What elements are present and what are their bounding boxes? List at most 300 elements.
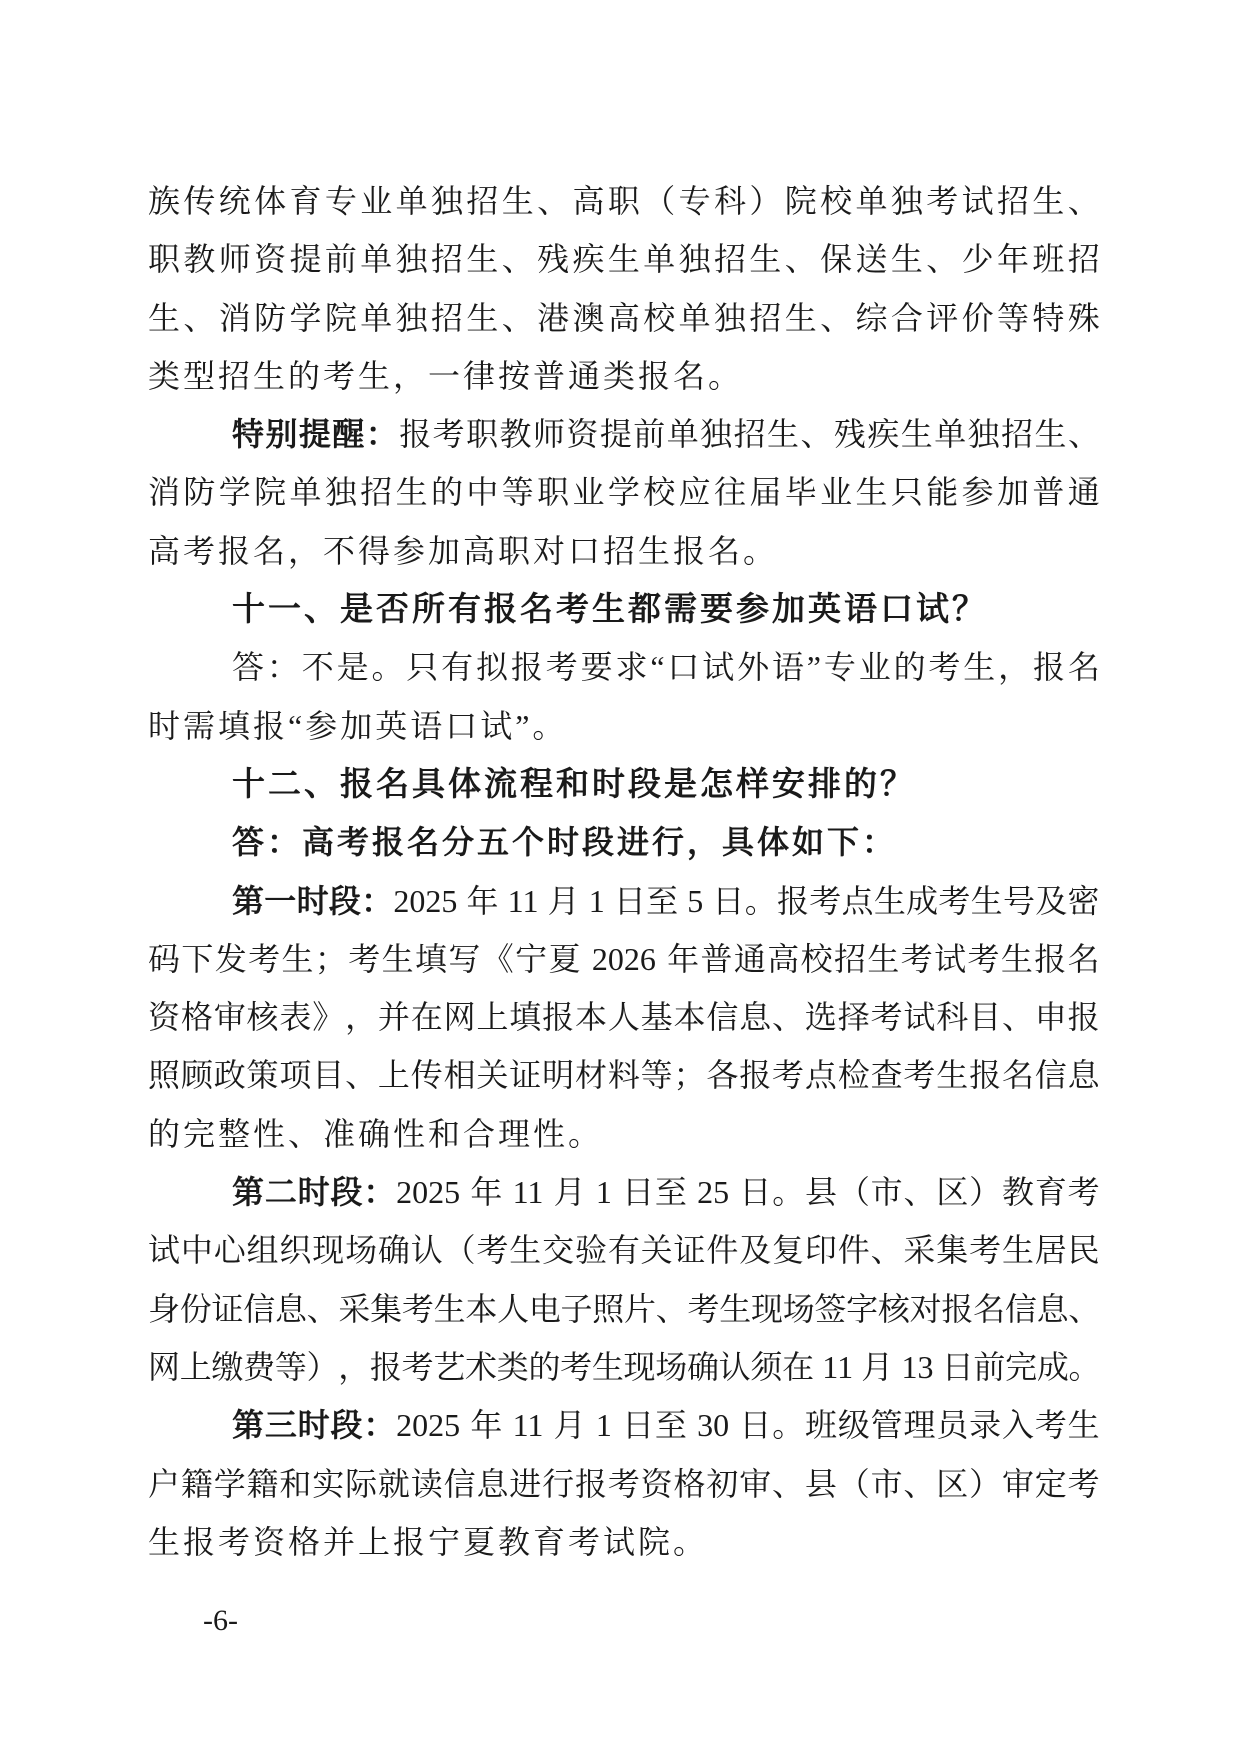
text-token: 信: [706, 999, 739, 1036]
text-token: 行: [542, 1465, 575, 1502]
text-token: 区: [936, 1465, 969, 1502]
text-token: 报: [1067, 999, 1100, 1036]
text-token: 报: [1033, 649, 1066, 686]
text-line: [148, 930, 1100, 988]
text-token: 报: [969, 1057, 1002, 1094]
text-token: [814, 1338, 823, 1396]
text-token: 学: [289, 299, 322, 336]
text-token: 生: [148, 299, 181, 336]
text-token: 息: [739, 999, 772, 1036]
text-token: 考: [926, 183, 959, 219]
text-token: ，: [338, 1348, 371, 1385]
text-token: 本: [465, 1290, 498, 1327]
text-token: 《: [481, 940, 514, 977]
document-body: [148, 172, 1100, 1571]
text-line: [148, 872, 1100, 930]
text-token: 育: [1034, 1174, 1067, 1211]
text-token: 、: [903, 1465, 936, 1502]
text-token: [499, 872, 508, 930]
text-token: 现: [312, 1232, 345, 1269]
text-token: 》: [312, 999, 345, 1036]
text-token: 生: [1000, 940, 1033, 977]
text-token: 、: [926, 241, 959, 278]
text-line: [148, 347, 1100, 405]
text-token: ）: [749, 183, 782, 219]
text-token: [539, 872, 548, 930]
text-token: 资: [254, 241, 287, 278]
text-token: 日: [712, 882, 745, 919]
text-token: 生: [963, 649, 996, 686]
text-line: [148, 1105, 1100, 1163]
text-token: 2026: [591, 940, 656, 977]
text-token: 集: [936, 1232, 969, 1269]
text-token: 防: [254, 299, 287, 336]
text-token: 高: [572, 183, 605, 219]
text-token: 职: [148, 241, 181, 278]
text-token: 初: [706, 1465, 739, 1502]
text-token: 师: [532, 416, 565, 453]
text-token: 25: [697, 1174, 730, 1211]
text-token: 、: [1067, 416, 1100, 453]
text-line: [148, 697, 1100, 755]
text-token: 价: [961, 299, 994, 336]
text-token: 港: [537, 299, 570, 336]
text-token: [613, 1396, 622, 1454]
text-line: [148, 1396, 1100, 1454]
text-token: 织: [279, 1232, 312, 1269]
text-token: 。: [772, 1174, 805, 1211]
text-token: 证: [509, 1057, 542, 1094]
text-token: 信: [1004, 1290, 1037, 1327]
text-token: 片: [624, 1290, 657, 1327]
text-token: 报: [542, 999, 575, 1036]
text-token: 科: [714, 183, 747, 219]
text-token: 格: [673, 1465, 706, 1502]
text-token: [853, 1338, 862, 1396]
text-token: 考: [687, 1290, 720, 1327]
text-token: 单: [289, 474, 322, 511]
text-line: [148, 988, 1100, 1046]
text-token: 生: [719, 1290, 752, 1327]
text-token: 考: [903, 1057, 936, 1094]
text-token: 复: [772, 1232, 805, 1269]
text-token: 独: [714, 299, 747, 336]
text-token: 独: [395, 299, 428, 336]
text-token: 专: [823, 649, 856, 686]
text-line: [148, 522, 1100, 580]
text-token: 人: [497, 1290, 530, 1327]
text-token: 采: [338, 1290, 371, 1327]
text-token: 段: [330, 1407, 363, 1444]
text-token: [544, 1163, 553, 1221]
text-token: 份: [179, 1290, 212, 1327]
text-line: [148, 1280, 1100, 1338]
text-token: 11: [507, 882, 539, 919]
text-token: 印: [804, 1232, 837, 1269]
text-token: 生: [970, 882, 1003, 919]
text-token: 科: [936, 999, 969, 1036]
text-token: 职: [537, 474, 570, 511]
text-token: 至: [654, 1174, 687, 1211]
text-token: 前: [633, 416, 666, 453]
text-token: 招: [1067, 241, 1100, 278]
text-token: 料: [607, 1057, 640, 1094]
text-token: （: [443, 1232, 476, 1269]
text-token: 号: [1002, 882, 1035, 919]
text-token: 考: [1067, 1174, 1100, 1211]
text-token: 考: [900, 940, 933, 977]
text-token: 、: [772, 999, 805, 1036]
text-token: 评: [926, 299, 959, 336]
text-token: 就: [377, 1465, 410, 1502]
text-token: 拟: [476, 649, 509, 686]
text-token: 11: [822, 1348, 854, 1385]
text-token: 生: [1067, 1407, 1100, 1444]
text-token: 生: [607, 241, 640, 278]
text-token: [461, 1396, 470, 1454]
text-token: 院: [254, 474, 287, 511]
text-token: 息: [1067, 1057, 1100, 1094]
text-token: 网: [148, 1348, 181, 1385]
text-token: 等: [640, 1057, 673, 1094]
text-token: 件: [706, 1232, 739, 1269]
text-token: [678, 872, 687, 930]
text-token: 证: [211, 1290, 244, 1327]
text-token: 对: [909, 1290, 942, 1327]
text-token: 、: [501, 299, 534, 336]
text-token: 招: [431, 241, 464, 278]
text-token: 防: [183, 474, 216, 511]
text-token: 独: [967, 416, 1000, 453]
text-token: 生: [1034, 416, 1067, 453]
text-token: 生: [591, 1348, 624, 1385]
text-token: 等: [501, 474, 534, 511]
text-token: 保: [820, 241, 853, 278]
text-token: 级: [837, 1407, 870, 1444]
text-token: 籍: [180, 1465, 213, 1502]
text-token: 点: [804, 1057, 837, 1094]
text-token: 试: [903, 999, 936, 1036]
text-token: 信: [1034, 1057, 1067, 1094]
text-token: 至: [654, 1407, 687, 1444]
text-token: 网: [443, 999, 476, 1036]
text-token: 学: [218, 474, 251, 511]
text-token: 考: [607, 1465, 640, 1502]
text-line: [148, 1338, 1100, 1396]
text-token: 日: [941, 1348, 974, 1385]
text-token: 管: [870, 1407, 903, 1444]
text-token: 生: [784, 299, 817, 336]
text-token: 届: [749, 474, 782, 511]
text-token: 报: [941, 1290, 974, 1327]
text-token: 、: [1067, 183, 1100, 219]
text-token: 场: [345, 1232, 378, 1269]
text-token: （: [643, 183, 676, 219]
text-token: 。: [371, 649, 404, 686]
text-token: 生: [433, 1290, 466, 1327]
text-token: 件: [837, 1232, 870, 1269]
text-token: 及: [1035, 882, 1068, 919]
text-line: [148, 638, 1100, 696]
text-line: [148, 289, 1100, 347]
text-token: 至: [646, 882, 679, 919]
text-token: 段: [328, 882, 361, 919]
text-token: ，: [345, 999, 378, 1036]
text-token: 1: [588, 882, 605, 919]
text-token: 县: [805, 1174, 838, 1211]
text-token: 报: [776, 882, 809, 919]
text-token: 别: [265, 416, 298, 453]
text-token: 、: [183, 299, 216, 336]
text-token: 通: [1067, 474, 1100, 511]
text-token: 场: [655, 1348, 688, 1385]
text-token: 及: [739, 1232, 772, 1269]
text-token: 毕: [784, 474, 817, 511]
text-token: 等: [997, 299, 1030, 336]
text-token: ”: [806, 649, 821, 686]
text-token: 生: [466, 299, 499, 336]
text-token: 试: [702, 649, 735, 686]
text-line: [148, 1163, 1100, 1221]
text-token: 名: [973, 1290, 1006, 1327]
text-token: 、: [870, 1232, 903, 1269]
text-segment: 时需填报“参加英语口试”。: [148, 707, 568, 744]
text-token: [586, 1163, 595, 1221]
text-token: 独: [890, 183, 923, 219]
text-token: （: [837, 1174, 870, 1211]
text-token: 定: [1034, 1465, 1067, 1502]
text-token: 招: [466, 183, 499, 219]
text-token: （: [837, 1465, 870, 1502]
text-token: 考: [348, 940, 381, 977]
text-token: 考: [938, 882, 971, 919]
text-token: 疾: [572, 241, 605, 278]
text-token: 读: [410, 1465, 443, 1502]
text-token: 族: [148, 183, 181, 219]
text-segment: 答：高考报名分五个时段进行，具体如下：: [232, 824, 898, 861]
text-token: [688, 1396, 697, 1454]
text-token: 户: [148, 1465, 181, 1502]
text-token: 的: [893, 649, 926, 686]
text-token: 班: [1032, 241, 1065, 278]
text-token: 证: [673, 1232, 706, 1269]
text-token: 点: [841, 882, 874, 919]
text-token: 二: [264, 1174, 297, 1211]
text-token: 不: [301, 649, 334, 686]
text-token: 报: [574, 1465, 607, 1502]
text-token: [586, 1396, 595, 1454]
text-token: 考: [969, 1232, 1002, 1269]
text-token: 考: [560, 1348, 593, 1385]
text-token: 普: [1032, 474, 1065, 511]
text-token: 理: [903, 1407, 936, 1444]
text-token: 宁: [515, 940, 548, 977]
text-token: 1: [595, 1407, 612, 1444]
text-token: 专: [678, 183, 711, 219]
text-token: 际: [345, 1465, 378, 1502]
text-token: 生: [509, 1232, 542, 1269]
text-token: 资: [640, 1465, 673, 1502]
text-token: 求: [615, 649, 648, 686]
text-token: 消: [148, 474, 181, 511]
text-token: 参: [961, 474, 994, 511]
text-token: 上: [377, 1057, 410, 1094]
text-token: 残: [833, 416, 866, 453]
text-token: 日: [613, 882, 646, 919]
text-token: [933, 1338, 942, 1396]
text-token: 。: [744, 882, 777, 919]
text-token: 各: [706, 1057, 739, 1094]
text-token: 校: [820, 183, 853, 219]
text-token: 交: [542, 1232, 575, 1269]
text-token: 第: [232, 1174, 265, 1211]
text-token: 写: [448, 940, 481, 977]
text-token: 月: [553, 1407, 586, 1444]
text-token: 年: [466, 882, 499, 919]
text-line: [148, 755, 1100, 813]
text-token: 招: [431, 299, 464, 336]
text-token: 班: [805, 1407, 838, 1444]
text-token: 县: [804, 1465, 837, 1502]
text-token: 子: [560, 1290, 593, 1327]
text-token: “: [650, 649, 665, 686]
text-token: 日: [622, 1174, 655, 1211]
text-token: 考: [928, 649, 961, 686]
text-token: 消: [218, 299, 251, 336]
text-token: ：: [266, 649, 299, 686]
text-token: [580, 872, 589, 930]
text-token: [730, 1396, 739, 1454]
text-token: 、: [1001, 999, 1034, 1036]
text-token: 学: [607, 474, 640, 511]
text-token: 心: [213, 1232, 246, 1269]
text-token: 认: [718, 1348, 751, 1385]
text-token: 照: [148, 1057, 181, 1094]
text-token: 名: [1067, 940, 1100, 977]
text-token: 考: [432, 416, 465, 453]
text-token: 并: [377, 999, 410, 1036]
text-segment: 十二、报名具体流程和时段是怎样安排的？: [232, 764, 916, 802]
text-segment: 十一、是否所有报名考生都需要参加英语口试？: [232, 590, 988, 628]
text-token: 、: [1068, 1290, 1101, 1327]
text-line: [148, 1046, 1100, 1104]
text-line: [148, 1221, 1100, 1279]
text-token: [503, 1396, 512, 1454]
text-token: ）: [969, 1465, 1002, 1502]
text-token: 业: [820, 474, 853, 511]
text-token: 一: [264, 882, 297, 919]
text-token: 试: [148, 1232, 181, 1269]
text-token: 30: [697, 1407, 730, 1444]
text-token: 格: [180, 999, 213, 1036]
text-token: 场: [782, 1290, 815, 1327]
text-token: 试: [961, 183, 994, 219]
text-token: 目: [969, 999, 1002, 1036]
text-token: 综: [855, 299, 888, 336]
text-token: 缴: [211, 1348, 244, 1385]
text-token: 入: [1001, 1407, 1034, 1444]
text-token: 提: [289, 241, 322, 278]
text-token: 专: [324, 183, 357, 219]
text-token: 独: [431, 183, 464, 219]
text-token: 成: [906, 882, 939, 919]
text-token: 澳: [572, 299, 605, 336]
text-token: 时: [296, 882, 329, 919]
text-token: 选: [804, 999, 837, 1036]
text-token: 确: [377, 1232, 410, 1269]
text-token: 5: [687, 882, 704, 919]
text-token: 口: [667, 649, 700, 686]
text-token: 息: [476, 1465, 509, 1502]
text-token: 13: [901, 1348, 934, 1385]
text-token: 招: [360, 474, 393, 511]
text-token: 有: [607, 1232, 640, 1269]
text-token: 报: [739, 1057, 772, 1094]
text-token: 疾: [867, 416, 900, 453]
text-token: 信: [243, 1290, 276, 1327]
text-token: 考: [476, 1232, 509, 1269]
text-token: 本: [673, 999, 706, 1036]
text-token: 明: [542, 1057, 575, 1094]
text-token: 、: [537, 183, 570, 219]
text-token: 考: [809, 882, 842, 919]
text-token: 考: [401, 1348, 434, 1385]
text-token: 实: [312, 1465, 345, 1502]
text-token: [605, 872, 614, 930]
text-token: 的: [431, 474, 464, 511]
text-token: 、: [820, 299, 853, 336]
text-token: 目: [312, 1057, 345, 1094]
text-token: 职: [607, 183, 640, 219]
text-token: 市: [870, 1174, 903, 1211]
text-token: 试: [934, 940, 967, 977]
text-token: 育: [289, 183, 322, 219]
text-token: 基: [640, 999, 673, 1036]
text-token: [730, 1163, 739, 1221]
text-token: 下: [181, 940, 214, 977]
text-token: 提: [298, 416, 331, 453]
text-token: 时: [297, 1174, 330, 1211]
text-token: 项: [279, 1057, 312, 1094]
text-token: 单: [934, 416, 967, 453]
text-token: 业: [360, 183, 393, 219]
text-token: 报: [399, 416, 432, 453]
text-token: 、: [772, 1465, 805, 1502]
text-token: 校: [643, 474, 676, 511]
text-token: 段: [330, 1174, 363, 1211]
text-token: 中: [180, 1232, 213, 1269]
text-token: 高: [607, 299, 640, 336]
text-token: 体: [254, 183, 287, 219]
text-token: 院: [784, 183, 817, 219]
text-token: 顾: [180, 1057, 213, 1094]
text-token: 特: [1032, 299, 1065, 336]
text-token: 、: [345, 1057, 378, 1094]
text-token: 生: [749, 241, 782, 278]
text-token: 应: [678, 474, 711, 511]
text-token: 业: [858, 649, 891, 686]
text-token: 要: [580, 649, 613, 686]
text-token: 外: [737, 649, 770, 686]
text-token: 独: [324, 474, 357, 511]
text-token: 考: [870, 999, 903, 1036]
text-token: 考: [772, 1057, 805, 1094]
text-token: 特: [232, 416, 265, 453]
text-token: 术: [465, 1348, 498, 1385]
text-token: 单: [678, 299, 711, 336]
text-token: 表: [279, 999, 312, 1036]
text-token: 教: [183, 241, 216, 278]
